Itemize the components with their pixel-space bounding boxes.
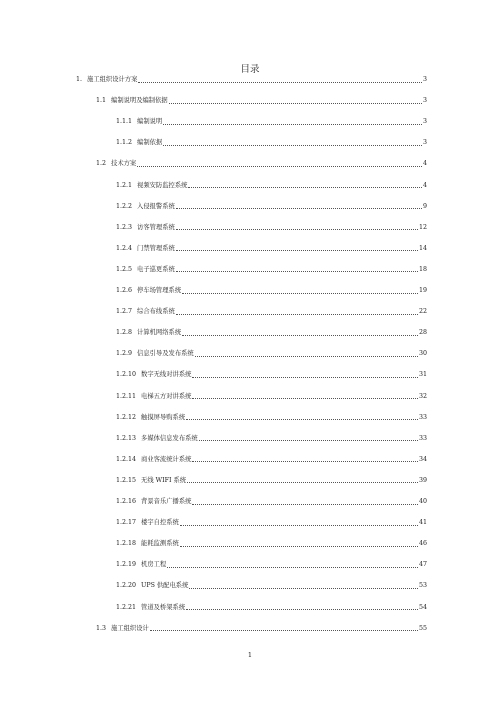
toc-entry-title: 停车场管理系统 <box>137 287 182 294</box>
toc-entry-page: 19 <box>418 287 427 294</box>
toc-entry[interactable] <box>116 182 427 190</box>
toc-leader-dots <box>180 546 418 547</box>
toc-leader-dots <box>176 271 418 272</box>
toc-entry-number: 1.2.1 <box>116 181 133 189</box>
toc-entry-page: 53 <box>418 582 427 590</box>
toc-entry[interactable] <box>96 160 427 168</box>
toc-leader-dots <box>186 609 418 610</box>
toc-entry-page: 32 <box>418 392 427 400</box>
toc-entry-page: 30 <box>418 350 427 358</box>
toc-entry-title: UPS 供配电系统 <box>141 582 189 590</box>
toc-entry-number: 1.2.2 <box>116 202 133 210</box>
toc-entry[interactable] <box>116 456 427 464</box>
toc-entry[interactable] <box>116 371 427 379</box>
toc-entry[interactable] <box>116 266 427 274</box>
toc-entry-title: 电梯五方对讲系统 <box>141 392 192 400</box>
toc-entry-page: 33 <box>418 413 427 421</box>
toc-entry[interactable] <box>76 76 427 84</box>
toc-entry-title: 编制依据 <box>137 139 163 147</box>
toc-leader-dots <box>186 419 418 420</box>
toc-leader-dots <box>138 82 422 83</box>
toc-entry[interactable] <box>96 625 427 633</box>
toc-entry-number: 1.2.12 <box>116 413 137 421</box>
toc-leader-dots <box>192 461 418 462</box>
toc-entry-title: 电子巡更系统 <box>137 265 175 273</box>
toc-entry-title: 无线 WIFI 系统 <box>141 476 187 484</box>
toc-entry-number: 1. <box>76 76 83 83</box>
toc-entry-title: 多媒体信息发布系统 <box>141 434 198 442</box>
toc-entry-title: 数字无线对讲系统 <box>141 371 192 379</box>
toc-entry-number: 1.2.21 <box>116 603 137 611</box>
toc-entry-page: 46 <box>418 540 427 548</box>
toc-entry-number: 1.2.15 <box>116 476 137 484</box>
toc-entry-number: 1.3 <box>96 624 107 632</box>
toc-entry-title: 编制说明及编制依据 <box>111 97 168 105</box>
toc-leader-dots <box>187 482 418 483</box>
toc-entry-title: 商业客流统计系统 <box>141 455 192 463</box>
toc-entry-page: 18 <box>418 265 427 273</box>
toc-leader-dots <box>150 630 418 631</box>
toc-entry-number: 1.2.20 <box>116 582 137 590</box>
toc-entry-number: 1.2.3 <box>116 223 133 231</box>
toc-leader-dots <box>176 208 422 209</box>
toc-leader-dots <box>192 377 418 378</box>
toc-entry-number: 1.2.6 <box>116 287 133 294</box>
toc-entry-title: 楼宇自控系统 <box>141 519 179 527</box>
toc-leader-dots <box>180 525 418 526</box>
toc-entry[interactable] <box>116 350 427 358</box>
toc-entry-page: 14 <box>418 244 427 252</box>
toc-entry-page: 55 <box>418 624 427 632</box>
toc-entry-number: 1.2.17 <box>116 519 137 527</box>
toc-entry-number: 1.2 <box>96 160 107 168</box>
toc-entry[interactable] <box>116 561 427 569</box>
toc-entry[interactable] <box>116 245 427 253</box>
toc-entry-page: 22 <box>418 308 427 316</box>
toc-entry[interactable] <box>96 97 427 105</box>
toc-entry-page: 3 <box>422 97 427 105</box>
toc-entry-page: 9 <box>422 202 427 210</box>
toc-leader-dots <box>199 440 418 441</box>
toc-entry-title: 综合布线系统 <box>137 308 175 316</box>
toc-leader-dots <box>182 335 418 336</box>
toc-entry-number: 1.2.19 <box>116 561 137 569</box>
toc-entry-title: 能耗监测系统 <box>141 540 179 548</box>
toc-entry-page: 33 <box>418 434 427 442</box>
toc-entry-title: 背景音乐广播系统 <box>141 498 192 505</box>
toc-entry-number: 1.2.4 <box>116 244 133 252</box>
toc-entry[interactable] <box>116 582 427 590</box>
toc-entry-number: 1.1.2 <box>116 139 133 147</box>
toc-entry-number: 1.2.10 <box>116 371 137 379</box>
toc-entry-page: 39 <box>418 476 427 484</box>
toc-entry[interactable] <box>116 393 427 401</box>
toc-entry[interactable] <box>116 435 427 443</box>
toc-entry-title: 编制说明 <box>137 118 163 126</box>
toc-entry-title: 触摸屏导购系统 <box>141 413 186 421</box>
toc-leader-dots <box>167 567 418 568</box>
toc-entry-page: 31 <box>418 371 427 379</box>
toc-entry[interactable] <box>116 308 427 316</box>
toc-entry-page: 28 <box>418 329 427 337</box>
toc-entry-number: 1.1 <box>96 97 107 105</box>
toc-entry-number: 1.2.11 <box>116 392 137 400</box>
toc-entry[interactable] <box>116 287 427 295</box>
toc-entry-number: 1.2.16 <box>116 498 137 505</box>
toc-entry-title: 视频安防监控系统 <box>137 181 188 189</box>
toc-entry-page: 40 <box>418 498 427 505</box>
toc-leader-dots <box>169 103 422 104</box>
toc-leader-dots <box>189 588 418 589</box>
toc-entry[interactable] <box>116 519 427 527</box>
toc-entry-number: 1.2.13 <box>116 434 137 442</box>
toc-entry-title: 门禁管理系统 <box>137 244 175 252</box>
toc-entry-number: 1.2.8 <box>116 329 133 337</box>
toc-entry-page: 3 <box>422 76 427 83</box>
toc-entry-number: 1.1.1 <box>116 118 133 126</box>
toc-entry[interactable] <box>116 414 427 422</box>
toc-entry-page: 4 <box>422 160 427 168</box>
toc-leader-dots <box>195 356 418 357</box>
toc-entry[interactable] <box>116 477 427 485</box>
toc-entry-number: 1.2.5 <box>116 265 133 273</box>
toc-entry-page: 3 <box>422 118 427 126</box>
toc-leader-dots <box>182 293 418 294</box>
toc-entry-title: 管道及桥架系统 <box>141 603 186 611</box>
toc-entry[interactable] <box>116 329 427 337</box>
toc-entry[interactable] <box>116 498 427 506</box>
toc-entry-title: 技术方案 <box>111 160 137 168</box>
toc-entry-page: 3 <box>422 139 427 147</box>
toc-entry-number: 1.2.18 <box>116 540 137 548</box>
toc-entry-page: 34 <box>418 455 427 463</box>
toc-entry-title: 施工组织设计方案 <box>87 76 138 83</box>
toc-leader-dots <box>163 124 422 125</box>
toc-entry-title: 信息引导及发布系统 <box>137 350 194 358</box>
toc-entry[interactable] <box>116 224 427 232</box>
toc-leader-dots <box>163 145 422 146</box>
toc-leader-dots <box>137 166 422 167</box>
toc-leader-dots <box>176 229 418 230</box>
toc-entry-title: 访客管理系统 <box>137 223 175 231</box>
toc-entry[interactable] <box>116 118 427 126</box>
toc-entry[interactable] <box>116 604 427 612</box>
toc-leader-dots <box>192 398 418 399</box>
toc-entry[interactable] <box>116 139 427 147</box>
toc-entry-number: 1.2.14 <box>116 455 137 463</box>
toc-entry-title: 入侵报警系统 <box>137 202 175 210</box>
toc-entry-page: 4 <box>422 181 427 189</box>
toc-entry-title: 计算机网络系统 <box>137 329 182 337</box>
toc-entry-number: 1.2.7 <box>116 308 133 316</box>
toc-entry-title: 施工组织设计 <box>111 624 149 632</box>
toc-entry-title: 机房工程 <box>141 561 167 569</box>
toc-entry-page: 47 <box>418 561 427 569</box>
toc-leader-dots <box>176 314 418 315</box>
toc-entry[interactable] <box>116 540 427 548</box>
toc-entry-page: 54 <box>418 603 427 611</box>
toc-title: 目录 <box>240 64 260 75</box>
toc-leader-dots <box>188 187 422 188</box>
toc-entry-page: 41 <box>418 519 427 527</box>
toc-leader-dots <box>176 250 418 251</box>
toc-leader-dots <box>192 504 418 505</box>
page-number: 1 <box>247 651 253 659</box>
toc-entry[interactable] <box>116 203 427 211</box>
toc-entry-number: 1.2.9 <box>116 350 133 358</box>
toc-entry-page: 12 <box>418 223 427 231</box>
